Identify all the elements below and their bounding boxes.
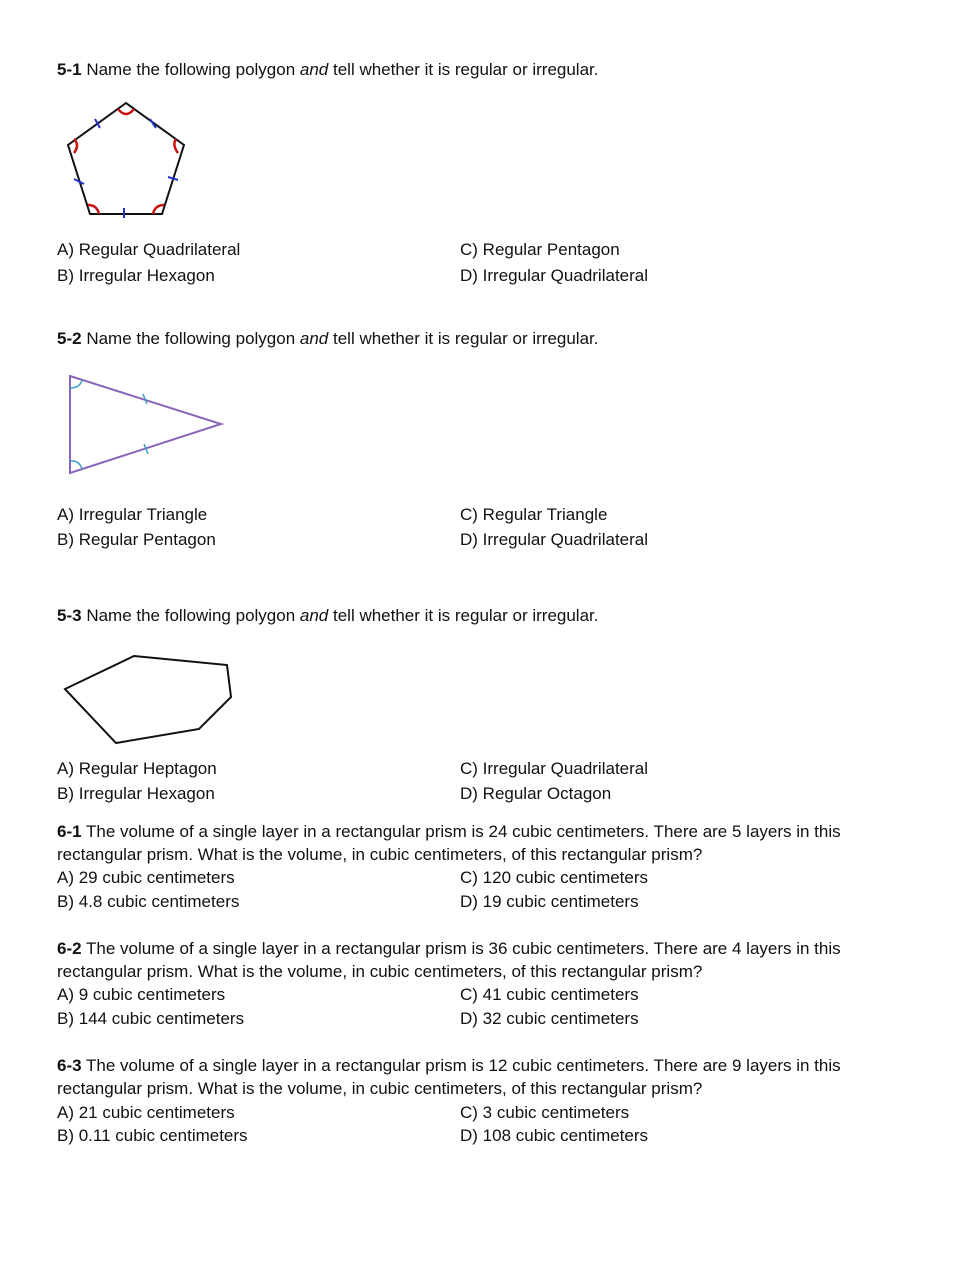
question-6-2-prompt-line2: rectangular prism. What is the volume, in cubic centimeters, of this rectangular prism? [57, 962, 703, 981]
question-number: 5-3 [57, 606, 82, 625]
prompt-emphasis: and [299, 60, 329, 79]
prompt-text: The volume of a single layer in a rectangular prism is 12 cubic centimeters. There are 9 layers in this [86, 1056, 841, 1075]
question-5-3-option-b[interactable]: B) Irregular Hexagon [57, 784, 215, 803]
question-5-3-option-a[interactable]: A) Regular Heptagon [57, 759, 217, 778]
question-5-3-option-c[interactable]: C) Irregular Quadrilateral [460, 759, 649, 778]
question-5-1-prompt [57, 58, 599, 81]
question-number: 6-2 [57, 939, 82, 958]
triangle-outline [70, 376, 221, 473]
angle-arcs [74, 109, 178, 214]
prompt-text: Name the following polygon [86, 329, 300, 348]
prompt-text: The volume of a single layer in a rectangular prism is 36 cubic centimeters. There are 4 layers in this [86, 939, 841, 958]
isosceles-triangle-figure [55, 370, 230, 480]
question-6-1-option-a[interactable]: A) 29 cubic centimeters [57, 868, 235, 887]
irregular-hexagon-figure [58, 650, 240, 750]
question-6-3-prompt-line1 [57, 1054, 841, 1077]
pentagon-outline [68, 103, 184, 214]
question-6-1-prompt-line1 [57, 820, 841, 843]
question-5-2-option-b[interactable]: B) Regular Pentagon [57, 530, 216, 549]
question-5-1-option-b[interactable]: B) Irregular Hexagon [57, 266, 215, 285]
regular-pentagon-figure [60, 95, 195, 225]
question-6-3-option-d[interactable]: D) 108 cubic centimeters [460, 1126, 649, 1145]
question-5-1-option-a[interactable]: A) Regular Quadrilateral [57, 240, 241, 259]
question-6-1-option-b[interactable]: B) 4.8 cubic centimeters [57, 892, 240, 911]
prompt-text: Name the following polygon [86, 606, 300, 625]
question-5-2-option-d[interactable]: D) Irregular Quadrilateral [460, 530, 649, 549]
question-5-3-option-d[interactable]: D) Regular Octagon [460, 784, 612, 803]
question-6-3-option-a[interactable]: A) 21 cubic centimeters [57, 1103, 235, 1122]
question-6-3-prompt-line2: rectangular prism. What is the volume, in cubic centimeters, of this rectangular prism? [57, 1079, 703, 1098]
prompt-text: tell whether it is regular or irregular. [328, 606, 599, 625]
question-6-1-prompt-line2: rectangular prism. What is the volume, in cubic centimeters, of this rectangular prism? [57, 845, 703, 864]
question-number: 6-1 [57, 822, 82, 841]
question-number: 5-2 [57, 329, 82, 348]
prompt-emphasis: and [299, 329, 329, 348]
question-6-3-option-b[interactable]: B) 0.11 cubic centimeters [57, 1126, 248, 1145]
prompt-text: The volume of a single layer in a rectangular prism is 24 cubic centimeters. There are 5 layers in this [86, 822, 841, 841]
question-number: 6-3 [57, 1056, 82, 1075]
question-6-2-option-a[interactable]: A) 9 cubic centimeters [57, 985, 226, 1004]
question-6-2-prompt-line1 [57, 937, 841, 960]
question-6-2-option-b[interactable]: B) 144 cubic centimeters [57, 1009, 245, 1028]
side-tick-marks [74, 119, 178, 218]
question-5-2-prompt [57, 327, 599, 350]
question-5-2-option-a[interactable]: A) Irregular Triangle [57, 505, 208, 524]
question-6-2-option-d[interactable]: D) 32 cubic centimeters [460, 1009, 639, 1028]
question-6-1-option-c[interactable]: C) 120 cubic centimeters [460, 868, 649, 887]
question-5-2-option-c[interactable]: C) Regular Triangle [460, 505, 608, 524]
prompt-text: tell whether it is regular or irregular. [328, 329, 599, 348]
prompt-emphasis: and [299, 606, 329, 625]
question-5-1-option-c[interactable]: C) Regular Pentagon [460, 240, 620, 259]
question-6-2-option-c[interactable]: C) 41 cubic centimeters [460, 985, 639, 1004]
prompt-text: Name the following polygon [86, 60, 300, 79]
question-5-3-prompt [57, 604, 599, 627]
triangle-marks [70, 380, 148, 469]
question-5-1-option-d[interactable]: D) Irregular Quadrilateral [460, 266, 649, 285]
hexagon-outline [65, 656, 231, 743]
question-6-1-option-d[interactable]: D) 19 cubic centimeters [460, 892, 639, 911]
question-number: 5-1 [57, 60, 82, 79]
question-6-3-option-c[interactable]: C) 3 cubic centimeters [460, 1103, 630, 1122]
prompt-text: tell whether it is regular or irregular. [328, 60, 599, 79]
